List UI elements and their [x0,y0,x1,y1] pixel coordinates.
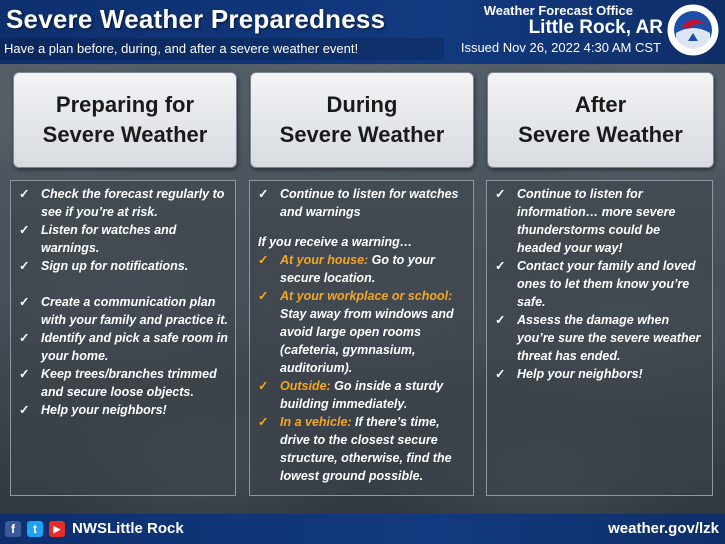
heading-during [250,72,474,168]
nws-logo-icon [666,3,720,57]
list-item: ✓ Identify and pick a safe room in your home. [19,329,229,365]
list-item: ✓ Continue to listen for information… more severe thunderstorms could be headed your way! [495,185,706,257]
warning-label: At your workplace or school: [280,289,453,303]
footer-banner [0,514,725,544]
website-link[interactable]: weather.gov/lzk [608,520,719,537]
warning-label: Outside: [280,379,331,393]
list-item: ✓ Continue to listen for watches and warnings [258,185,467,221]
heading-preparing-text: Preparing for Severe Weather [42,92,208,147]
social-handle: NWSLittle Rock [72,520,184,537]
column-preparing [10,180,236,496]
column-during [249,180,474,496]
warning-label: At your house: [280,253,369,267]
warning-item [258,287,467,377]
warning-item [258,413,467,485]
heading-after [487,72,714,168]
list-item: ✓ Sign up for notifications. [19,257,229,275]
heading-during-text: During Severe Weather [279,92,445,147]
warning-text: Go to your secure location. [280,253,435,285]
page-subtitle: Have a plan before, during, and after a severe weather event! [0,38,444,60]
youtube-icon[interactable]: ▶ [49,521,65,537]
facebook-icon[interactable]: f [5,521,21,537]
list-item: ✓ Check the forecast regularly to see if you’re at risk. [19,185,229,221]
office-location: Little Rock, AR [528,17,663,38]
list-item: ✓ Listen for watches and warnings. [19,221,229,257]
heading-preparing [13,72,237,168]
warning-item [258,251,467,287]
office-label: Weather Forecast Office [483,3,633,18]
column-after [486,180,713,496]
warning-item [258,377,467,413]
list-item: ✓ Keep trees/branches trimmed and secure loose objects. [19,365,229,401]
page-title: Severe Weather Preparedness [6,4,386,34]
list-item: ✓ Assess the damage when you’re sure the severe weather threat has ended. [495,311,706,365]
twitter-icon[interactable]: t [27,521,43,537]
warning-text: Go inside a sturdy building immediately. [280,379,444,411]
list-item: ✓ Contact your family and loved ones to let them know you’re safe. [495,257,706,311]
warning-text: Stay away from windows and avoid large open rooms (cafeteria, gymnasium, auditorium). [280,307,454,375]
header-banner [0,0,725,64]
list-item: ✓ Create a communication plan with your family and practice it. [19,293,229,329]
warning-label: In a vehicle: [280,415,352,429]
warning-lead: If you receive a warning… [258,235,413,249]
list-item: ✓ Help your neighbors! [19,401,229,419]
list-item: ✓ Help your neighbors! [495,365,706,383]
heading-after-text: After Severe Weather [518,92,683,147]
issued-timestamp: Issued Nov 26, 2022 4:30 AM CST [460,40,661,55]
warning-text: If there’s time, drive to the closest secure structure, otherwise, find the lowest ground possible. [280,415,452,483]
